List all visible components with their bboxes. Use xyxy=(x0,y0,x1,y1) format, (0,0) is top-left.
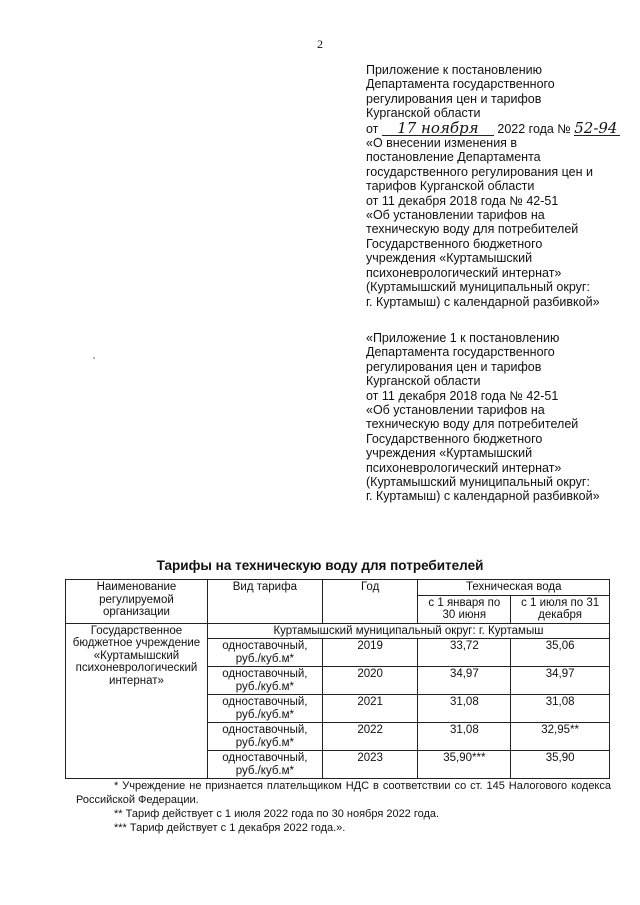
appendix-header xyxy=(366,63,628,309)
footnote: *** Тариф действует с 1 декабря 2022 года.». xyxy=(114,822,346,834)
tariff-type-cell: одноставочный, руб./куб.м* xyxy=(207,667,322,695)
appendix-line: регулирования цен и тарифов xyxy=(366,91,542,106)
organization-cell: Государственное бюджетное учреждение «Куртамышский психоневрологический интернат» xyxy=(66,623,208,779)
appendix-line: техническую воду для потребителей xyxy=(366,417,579,432)
tariff-type-cell: одноставочный, руб./куб.м* xyxy=(207,639,322,667)
date-prefix: от xyxy=(366,121,379,136)
footnote: * Учреждение не признается плательщиком НДС в соответствии со ст. 145 Налогового кодекса Российской Федерации. xyxy=(76,780,611,806)
year-cell: 2020 xyxy=(322,667,418,695)
appendix-line: Курганской области xyxy=(366,374,481,389)
appendix-line: психоневрологический интернат» xyxy=(366,265,562,280)
footnote: ** Тариф действует с 1 июля 2022 года по 30 ноября 2022 года. xyxy=(114,808,440,820)
tariff-value-cell: 32,95** xyxy=(511,723,610,751)
appendix-line: постановление Департамента xyxy=(366,150,541,165)
appendix-line: учреждения «Куртамышский xyxy=(366,446,533,461)
appendix-line: Курганской области xyxy=(366,106,481,121)
tariff-value-cell: 33,72 xyxy=(418,639,511,667)
appendix-line: «Об установлении тарифов на xyxy=(366,208,545,223)
tariff-value-cell: 31,08 xyxy=(511,695,610,723)
header-period-1: с 1 января по 30 июня xyxy=(418,595,511,623)
header-organization: Наименование регулируемой организации xyxy=(66,580,208,624)
tariff-value-cell: 35,90*** xyxy=(418,751,511,779)
tariff-value-cell: 35,90 xyxy=(511,751,610,779)
appendix-line: Департамента государственного xyxy=(366,77,555,92)
appendix-line: Государственного бюджетного xyxy=(366,431,543,446)
header-year: Год xyxy=(322,580,418,624)
appendix-line: Приложение к постановлению xyxy=(366,63,542,77)
tariff-type-cell: одноставочный, руб./куб.м* xyxy=(207,751,322,779)
header-tariff-type: Вид тарифа xyxy=(207,580,322,624)
table-row xyxy=(66,623,610,639)
tariff-type-cell: одноставочный, руб./куб.м* xyxy=(207,695,322,723)
tariff-value-cell: 31,08 xyxy=(418,723,511,751)
appendix-line: г. Куртамыш) с календарной разбивкой» xyxy=(366,294,600,309)
appendix-line: «О внесении изменения в xyxy=(366,136,518,151)
page-number: 2 xyxy=(317,37,323,51)
appendix-line: учреждения «Куртамышский xyxy=(366,251,533,266)
location-cell: Куртамышский муниципальный округ: г. Куртамыш xyxy=(207,623,609,639)
table-title: Тарифы на техническую воду для потребителей xyxy=(156,558,484,573)
tariff-value-cell: 34,97 xyxy=(511,667,610,695)
appendix-line: от 11 декабря 2018 года № 42-51 xyxy=(366,193,559,208)
year-cell: 2022 xyxy=(322,723,418,751)
appendix-line: «Приложение 1 к постановлению xyxy=(366,331,560,345)
appendix-line: государственного регулирования цен и xyxy=(366,164,593,179)
tariff-value-cell: 34,97 xyxy=(418,667,511,695)
tariff-type-cell: одноставочный, руб./куб.м* xyxy=(207,723,322,751)
appendix-line: Государственного бюджетного xyxy=(366,236,543,251)
footnotes xyxy=(76,779,611,835)
handwritten-number: 52-94 xyxy=(574,121,620,136)
tariff-value-cell: 31,08 xyxy=(418,695,511,723)
year-text: 2022 года № xyxy=(497,121,571,136)
appendix-line: регулирования цен и тарифов xyxy=(366,359,542,374)
year-cell: 2021 xyxy=(322,695,418,723)
year-cell: 2023 xyxy=(322,751,418,779)
appendix-line: Департамента государственного xyxy=(366,345,555,360)
handwritten-date: 17 ноября xyxy=(382,121,494,136)
appendix-line: (Куртамышский муниципальный округ: xyxy=(366,280,590,295)
appendix-line: тарифов Курганской области xyxy=(366,179,535,194)
tariff-value-cell: 35,06 xyxy=(511,639,610,667)
appendix-line: (Куртамышский муниципальный округ: xyxy=(366,475,590,490)
appendix-1-header xyxy=(366,331,628,504)
appendix-date-line xyxy=(366,118,628,137)
scan-speck xyxy=(93,357,95,359)
table-header-row xyxy=(66,580,610,596)
year-cell: 2019 xyxy=(322,639,418,667)
appendix-line: психоневрологический интернат» xyxy=(366,460,562,475)
header-period-2: с 1 июля по 31 декабря xyxy=(511,595,610,623)
appendix-line: техническую воду для потребителей xyxy=(366,222,579,237)
header-technical-water: Техническая вода xyxy=(418,580,610,596)
tariff-table xyxy=(65,579,610,779)
appendix-line: от 11 декабря 2018 года № 42-51 xyxy=(366,388,559,403)
appendix-line: г. Куртамыш) с календарной разбивкой» xyxy=(366,489,600,504)
appendix-line: «Об установлении тарифов на xyxy=(366,403,545,418)
